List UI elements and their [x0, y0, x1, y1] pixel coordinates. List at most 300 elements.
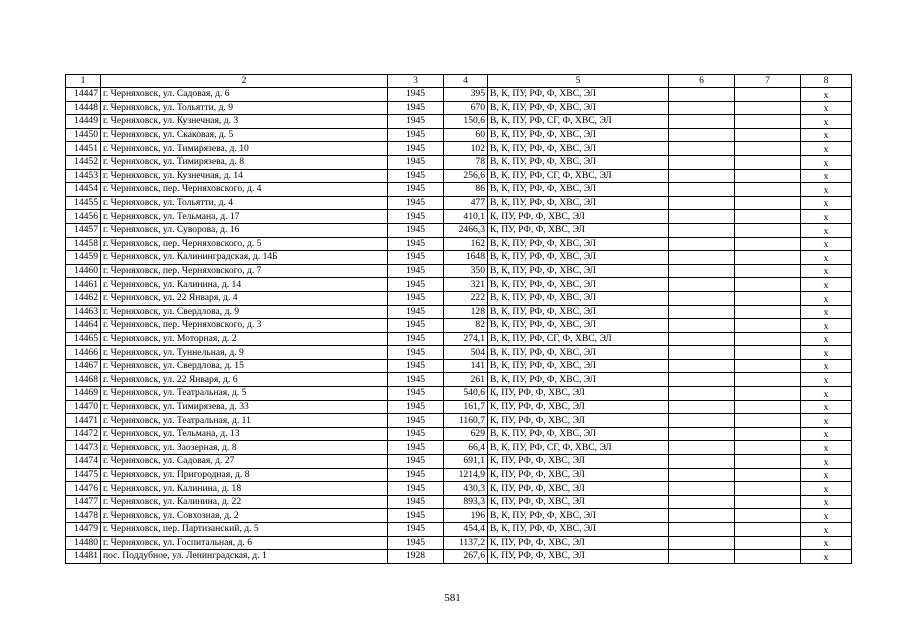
cell-mark: x: [801, 482, 852, 496]
cell-number: 14465: [66, 332, 101, 346]
cell-number: 14458: [66, 237, 101, 251]
cell-column-6: [669, 359, 735, 373]
table-row: [66, 359, 852, 373]
cell-mark: x: [801, 319, 852, 333]
cell-equipment: К, ПУ, РФ, Ф, ХВС, ЭЛ: [488, 455, 669, 469]
cell-year: 1945: [388, 414, 444, 428]
table-row: [66, 142, 852, 156]
table-body: [66, 88, 852, 564]
cell-equipment: К, ПУ, РФ, Ф, ХВС, ЭЛ: [488, 550, 669, 564]
cell-area: 430,3: [444, 482, 488, 496]
cell-address: г. Черняховск, ул. Скаковая, д. 5: [101, 128, 388, 142]
cell-number: 14469: [66, 387, 101, 401]
cell-mark: x: [801, 196, 852, 210]
cell-address: г. Черняховск, ул. 22 Января, д. 4: [101, 291, 388, 305]
cell-number: 14466: [66, 346, 101, 360]
cell-number: 14455: [66, 196, 101, 210]
cell-area: 86: [444, 183, 488, 197]
column-header-2: 2: [101, 75, 388, 88]
cell-address: г. Черняховск, ул. Туннельная, д. 9: [101, 346, 388, 360]
cell-area: 1160,7: [444, 414, 488, 428]
cell-column-6: [669, 414, 735, 428]
column-header-4: 4: [444, 75, 488, 88]
cell-year: 1945: [388, 237, 444, 251]
cell-column-7: [735, 387, 801, 401]
cell-year: 1945: [388, 400, 444, 414]
cell-equipment: В, К, ПУ, РФ, Ф, ХВС, ЭЛ: [488, 251, 669, 265]
cell-address: г. Черняховск, ул. Тимирязева, д. 10: [101, 142, 388, 156]
cell-address: г. Черняховск, ул. Садовая, д. 27: [101, 455, 388, 469]
cell-mark: x: [801, 115, 852, 129]
cell-year: 1945: [388, 332, 444, 346]
cell-column-7: [735, 332, 801, 346]
cell-column-7: [735, 291, 801, 305]
table-row: [66, 468, 852, 482]
header-row: [66, 75, 852, 88]
cell-address: г. Черняховск, ул. Кузнечная, д. 3: [101, 115, 388, 129]
cell-year: 1945: [388, 128, 444, 142]
cell-number: 14450: [66, 128, 101, 142]
cell-column-7: [735, 495, 801, 509]
cell-year: 1945: [388, 536, 444, 550]
cell-column-7: [735, 482, 801, 496]
cell-column-7: [735, 536, 801, 550]
cell-column-7: [735, 550, 801, 564]
cell-column-7: [735, 373, 801, 387]
cell-column-7: [735, 155, 801, 169]
cell-area: 629: [444, 427, 488, 441]
cell-year: 1945: [388, 509, 444, 523]
cell-equipment: В, К, ПУ, РФ, СГ, Ф, ХВС, ЭЛ: [488, 115, 669, 129]
cell-year: 1945: [388, 210, 444, 224]
cell-mark: x: [801, 169, 852, 183]
cell-area: 321: [444, 278, 488, 292]
cell-number: 14475: [66, 468, 101, 482]
cell-area: 141: [444, 359, 488, 373]
cell-number: 14448: [66, 101, 101, 115]
cell-equipment: В, К, ПУ, РФ, Ф, ХВС, ЭЛ: [488, 305, 669, 319]
cell-equipment: В, К, ПУ, РФ, Ф, ХВС, ЭЛ: [488, 278, 669, 292]
cell-area: 196: [444, 509, 488, 523]
cell-equipment: К, ПУ, РФ, Ф, ХВС, ЭЛ: [488, 210, 669, 224]
cell-number: 14471: [66, 414, 101, 428]
cell-number: 14452: [66, 155, 101, 169]
table-row: [66, 346, 852, 360]
cell-year: 1945: [388, 346, 444, 360]
table-row: [66, 482, 852, 496]
cell-mark: x: [801, 387, 852, 401]
cell-column-7: [735, 346, 801, 360]
cell-area: 150,6: [444, 115, 488, 129]
cell-year: 1945: [388, 88, 444, 102]
cell-address: г. Черняховск, пер. Черняховского, д. 4: [101, 183, 388, 197]
column-header-5: 5: [488, 75, 669, 88]
cell-mark: x: [801, 414, 852, 428]
table-row: [66, 101, 852, 115]
cell-column-6: [669, 495, 735, 509]
cell-address: пос. Поддубное, ул. Ленинградская, д. 1: [101, 550, 388, 564]
cell-column-7: [735, 101, 801, 115]
cell-mark: x: [801, 346, 852, 360]
cell-column-6: [669, 536, 735, 550]
cell-column-6: [669, 251, 735, 265]
cell-column-6: [669, 223, 735, 237]
cell-column-6: [669, 305, 735, 319]
table-row: [66, 128, 852, 142]
table-row: [66, 387, 852, 401]
cell-equipment: В, К, ПУ, РФ, Ф, ХВС, ЭЛ: [488, 319, 669, 333]
cell-area: 82: [444, 319, 488, 333]
cell-address: г. Черняховск, ул. Суворова, д. 16: [101, 223, 388, 237]
table-row: [66, 88, 852, 102]
cell-mark: x: [801, 495, 852, 509]
cell-column-7: [735, 305, 801, 319]
cell-column-7: [735, 414, 801, 428]
cell-address: г. Черняховск, ул. Заозерная, д. 8: [101, 441, 388, 455]
housing-register-table: [65, 74, 852, 564]
cell-year: 1945: [388, 387, 444, 401]
table-row: [66, 441, 852, 455]
cell-column-7: [735, 210, 801, 224]
cell-equipment: В, К, ПУ, РФ, СГ, Ф, ХВС, ЭЛ: [488, 441, 669, 455]
cell-area: 222: [444, 291, 488, 305]
table-row: [66, 550, 852, 564]
cell-equipment: К, ПУ, РФ, Ф, ХВС, ЭЛ: [488, 387, 669, 401]
table-row: [66, 196, 852, 210]
table-row: [66, 237, 852, 251]
cell-column-7: [735, 509, 801, 523]
cell-equipment: В, К, ПУ, РФ, Ф, ХВС, ЭЛ: [488, 264, 669, 278]
table-row: [66, 373, 852, 387]
cell-number: 14474: [66, 455, 101, 469]
cell-year: 1945: [388, 155, 444, 169]
cell-area: 102: [444, 142, 488, 156]
cell-number: 14478: [66, 509, 101, 523]
cell-mark: x: [801, 264, 852, 278]
cell-mark: x: [801, 183, 852, 197]
cell-address: г. Черняховск, ул. Тельмана, д. 17: [101, 210, 388, 224]
cell-column-7: [735, 183, 801, 197]
cell-address: г. Черняховск, ул. Садовая, д. 6: [101, 88, 388, 102]
table-row: [66, 264, 852, 278]
page-number: 581: [444, 592, 461, 604]
cell-number: 14463: [66, 305, 101, 319]
cell-column-7: [735, 359, 801, 373]
cell-address: г. Черняховск, пер. Черняховского, д. 5: [101, 237, 388, 251]
cell-area: 540,6: [444, 387, 488, 401]
cell-column-6: [669, 264, 735, 278]
cell-mark: x: [801, 523, 852, 537]
cell-area: 504: [444, 346, 488, 360]
cell-column-7: [735, 264, 801, 278]
cell-mark: x: [801, 550, 852, 564]
cell-year: 1945: [388, 101, 444, 115]
cell-address: г. Черняховск, ул. Тольятти, д. 9: [101, 101, 388, 115]
cell-number: 14472: [66, 427, 101, 441]
cell-number: 14467: [66, 359, 101, 373]
cell-column-7: [735, 441, 801, 455]
cell-area: 691,1: [444, 455, 488, 469]
cell-number: 14457: [66, 223, 101, 237]
cell-number: 14451: [66, 142, 101, 156]
cell-column-6: [669, 441, 735, 455]
cell-address: г. Черняховск, ул. Калинина, д. 14: [101, 278, 388, 292]
cell-address: г. Черняховск, ул. Свердлова, д. 9: [101, 305, 388, 319]
cell-mark: x: [801, 291, 852, 305]
cell-mark: x: [801, 373, 852, 387]
cell-column-7: [735, 319, 801, 333]
cell-mark: x: [801, 155, 852, 169]
cell-address: г. Черняховск, пер. Черняховского, д. 7: [101, 264, 388, 278]
cell-address: г. Черняховск, ул. Тимирязева, д. 33: [101, 400, 388, 414]
table-row: [66, 169, 852, 183]
table-row: [66, 210, 852, 224]
table-row: [66, 223, 852, 237]
cell-address: г. Черняховск, ул. Калининградская, д. 14Б: [101, 251, 388, 265]
cell-column-6: [669, 115, 735, 129]
cell-area: 267,6: [444, 550, 488, 564]
cell-mark: x: [801, 509, 852, 523]
cell-equipment: К, ПУ, РФ, Ф, ХВС, ЭЛ: [488, 414, 669, 428]
cell-column-6: [669, 332, 735, 346]
cell-year: 1945: [388, 495, 444, 509]
cell-column-7: [735, 427, 801, 441]
cell-column-7: [735, 455, 801, 469]
cell-column-7: [735, 237, 801, 251]
column-header-1: 1: [66, 75, 101, 88]
cell-year: 1945: [388, 183, 444, 197]
cell-year: 1945: [388, 169, 444, 183]
cell-number: 14473: [66, 441, 101, 455]
table-row: [66, 523, 852, 537]
cell-area: 1214,9: [444, 468, 488, 482]
cell-equipment: В, К, ПУ, РФ, СГ, Ф, ХВС, ЭЛ: [488, 332, 669, 346]
cell-area: 162: [444, 237, 488, 251]
cell-column-6: [669, 169, 735, 183]
cell-column-6: [669, 509, 735, 523]
cell-equipment: В, К, ПУ, РФ, Ф, ХВС, ЭЛ: [488, 509, 669, 523]
cell-mark: x: [801, 128, 852, 142]
cell-address: г. Черняховск, ул. Кузнечная, д. 14: [101, 169, 388, 183]
cell-number: 14449: [66, 115, 101, 129]
cell-number: 14477: [66, 495, 101, 509]
cell-column-6: [669, 237, 735, 251]
cell-column-6: [669, 155, 735, 169]
cell-year: 1945: [388, 278, 444, 292]
cell-equipment: К, ПУ, РФ, Ф, ХВС, ЭЛ: [488, 536, 669, 550]
cell-year: 1945: [388, 115, 444, 129]
table-row: [66, 509, 852, 523]
cell-year: 1945: [388, 264, 444, 278]
table-row: [66, 332, 852, 346]
cell-equipment: В, К, ПУ, РФ, Ф, ХВС, ЭЛ: [488, 88, 669, 102]
column-header-8: 8: [801, 75, 852, 88]
cell-mark: x: [801, 468, 852, 482]
cell-number: 14454: [66, 183, 101, 197]
cell-column-6: [669, 128, 735, 142]
cell-column-6: [669, 373, 735, 387]
cell-area: 274,1: [444, 332, 488, 346]
table-header: [66, 75, 852, 88]
cell-column-6: [669, 88, 735, 102]
table-row: [66, 305, 852, 319]
cell-equipment: В, К, ПУ, РФ, Ф, ХВС, ЭЛ: [488, 373, 669, 387]
cell-equipment: В, К, ПУ, РФ, Ф, ХВС, ЭЛ: [488, 237, 669, 251]
cell-number: 14468: [66, 373, 101, 387]
cell-column-7: [735, 142, 801, 156]
cell-column-6: [669, 142, 735, 156]
cell-address: г. Черняховск, ул. Театральная, д. 11: [101, 414, 388, 428]
cell-year: 1945: [388, 251, 444, 265]
cell-area: 60: [444, 128, 488, 142]
table-row: [66, 414, 852, 428]
cell-address: г. Черняховск, ул. Совхозная, д. 2: [101, 509, 388, 523]
cell-column-7: [735, 196, 801, 210]
cell-column-6: [669, 278, 735, 292]
cell-column-7: [735, 523, 801, 537]
cell-area: 128: [444, 305, 488, 319]
cell-number: 14481: [66, 550, 101, 564]
cell-equipment: В, К, ПУ, РФ, Ф, ХВС, ЭЛ: [488, 346, 669, 360]
cell-year: 1945: [388, 468, 444, 482]
cell-equipment: В, К, ПУ, РФ, Ф, ХВС, ЭЛ: [488, 427, 669, 441]
table-row: [66, 455, 852, 469]
cell-year: 1945: [388, 523, 444, 537]
table-row: [66, 427, 852, 441]
cell-equipment: В, К, ПУ, РФ, Ф, ХВС, ЭЛ: [488, 155, 669, 169]
cell-column-6: [669, 210, 735, 224]
cell-area: 454,4: [444, 523, 488, 537]
cell-address: г. Черняховск, ул. Калинина, д. 18: [101, 482, 388, 496]
cell-equipment: В, К, ПУ, РФ, Ф, ХВС, ЭЛ: [488, 128, 669, 142]
cell-column-6: [669, 346, 735, 360]
cell-column-6: [669, 101, 735, 115]
cell-area: 395: [444, 88, 488, 102]
cell-address: г. Черняховск, ул. Калинина, д. 22: [101, 495, 388, 509]
cell-number: 14470: [66, 400, 101, 414]
cell-year: 1945: [388, 142, 444, 156]
cell-column-6: [669, 319, 735, 333]
cell-column-7: [735, 251, 801, 265]
table-row: [66, 183, 852, 197]
cell-number: 14459: [66, 251, 101, 265]
cell-column-7: [735, 400, 801, 414]
cell-equipment: В, К, ПУ, РФ, Ф, ХВС, ЭЛ: [488, 101, 669, 115]
cell-mark: x: [801, 142, 852, 156]
cell-number: 14462: [66, 291, 101, 305]
cell-address: г. Черняховск, ул. Тольятти, д. 4: [101, 196, 388, 210]
cell-mark: x: [801, 210, 852, 224]
cell-year: 1945: [388, 359, 444, 373]
cell-column-6: [669, 400, 735, 414]
cell-mark: x: [801, 101, 852, 115]
cell-area: 161,7: [444, 400, 488, 414]
cell-mark: x: [801, 305, 852, 319]
cell-equipment: В, К, ПУ, РФ, Ф, ХВС, ЭЛ: [488, 291, 669, 305]
cell-column-6: [669, 523, 735, 537]
cell-year: 1945: [388, 291, 444, 305]
cell-equipment: В, К, ПУ, РФ, Ф, ХВС, ЭЛ: [488, 183, 669, 197]
cell-equipment: К, ПУ, РФ, Ф, ХВС, ЭЛ: [488, 400, 669, 414]
cell-column-7: [735, 223, 801, 237]
cell-mark: x: [801, 223, 852, 237]
cell-column-7: [735, 88, 801, 102]
cell-equipment: К, ПУ, РФ, Ф, ХВС, ЭЛ: [488, 468, 669, 482]
cell-mark: x: [801, 536, 852, 550]
cell-column-6: [669, 468, 735, 482]
cell-column-6: [669, 455, 735, 469]
column-header-3: 3: [388, 75, 444, 88]
cell-year: 1945: [388, 427, 444, 441]
cell-column-6: [669, 183, 735, 197]
column-header-6: 6: [669, 75, 735, 88]
cell-area: 261: [444, 373, 488, 387]
cell-area: 1137,2: [444, 536, 488, 550]
cell-number: 14453: [66, 169, 101, 183]
table-row: [66, 278, 852, 292]
cell-area: 256,6: [444, 169, 488, 183]
cell-number: 14447: [66, 88, 101, 102]
cell-area: 410,1: [444, 210, 488, 224]
cell-equipment: В, К, ПУ, РФ, СГ, Ф, ХВС, ЭЛ: [488, 169, 669, 183]
cell-mark: x: [801, 400, 852, 414]
cell-equipment: К, ПУ, РФ, Ф, ХВС, ЭЛ: [488, 482, 669, 496]
cell-column-7: [735, 278, 801, 292]
cell-area: 66,4: [444, 441, 488, 455]
cell-mark: x: [801, 359, 852, 373]
cell-mark: x: [801, 278, 852, 292]
table-row: [66, 495, 852, 509]
cell-year: 1945: [388, 196, 444, 210]
cell-equipment: В, К, ПУ, РФ, Ф, ХВС, ЭЛ: [488, 359, 669, 373]
cell-area: 1648: [444, 251, 488, 265]
table-row: [66, 115, 852, 129]
cell-column-7: [735, 128, 801, 142]
cell-area: 78: [444, 155, 488, 169]
cell-address: г. Черняховск, ул. Свердлова, д. 15: [101, 359, 388, 373]
cell-address: г. Черняховск, ул. Театральная, д. 5: [101, 387, 388, 401]
cell-area: 670: [444, 101, 488, 115]
cell-column-7: [735, 468, 801, 482]
cell-year: 1945: [388, 223, 444, 237]
cell-year: 1945: [388, 441, 444, 455]
cell-number: 14479: [66, 523, 101, 537]
table-row: [66, 155, 852, 169]
table-row: [66, 536, 852, 550]
cell-number: 14464: [66, 319, 101, 333]
cell-column-7: [735, 115, 801, 129]
cell-equipment: В, К, ПУ, РФ, Ф, ХВС, ЭЛ: [488, 196, 669, 210]
cell-address: г. Черняховск, ул. 22 Января, д. 6: [101, 373, 388, 387]
cell-number: 14461: [66, 278, 101, 292]
cell-equipment: В, К, ПУ, РФ, Ф, ХВС, ЭЛ: [488, 142, 669, 156]
cell-mark: x: [801, 251, 852, 265]
column-header-7: 7: [735, 75, 801, 88]
cell-area: 893,3: [444, 495, 488, 509]
cell-mark: x: [801, 441, 852, 455]
cell-year: 1945: [388, 482, 444, 496]
cell-number: 14456: [66, 210, 101, 224]
cell-year: 1945: [388, 305, 444, 319]
cell-column-7: [735, 169, 801, 183]
cell-column-6: [669, 196, 735, 210]
cell-equipment: К, ПУ, РФ, Ф, ХВС, ЭЛ: [488, 495, 669, 509]
cell-year: 1945: [388, 319, 444, 333]
cell-area: 2466,3: [444, 223, 488, 237]
cell-number: 14480: [66, 536, 101, 550]
cell-year: 1945: [388, 455, 444, 469]
cell-number: 14460: [66, 264, 101, 278]
